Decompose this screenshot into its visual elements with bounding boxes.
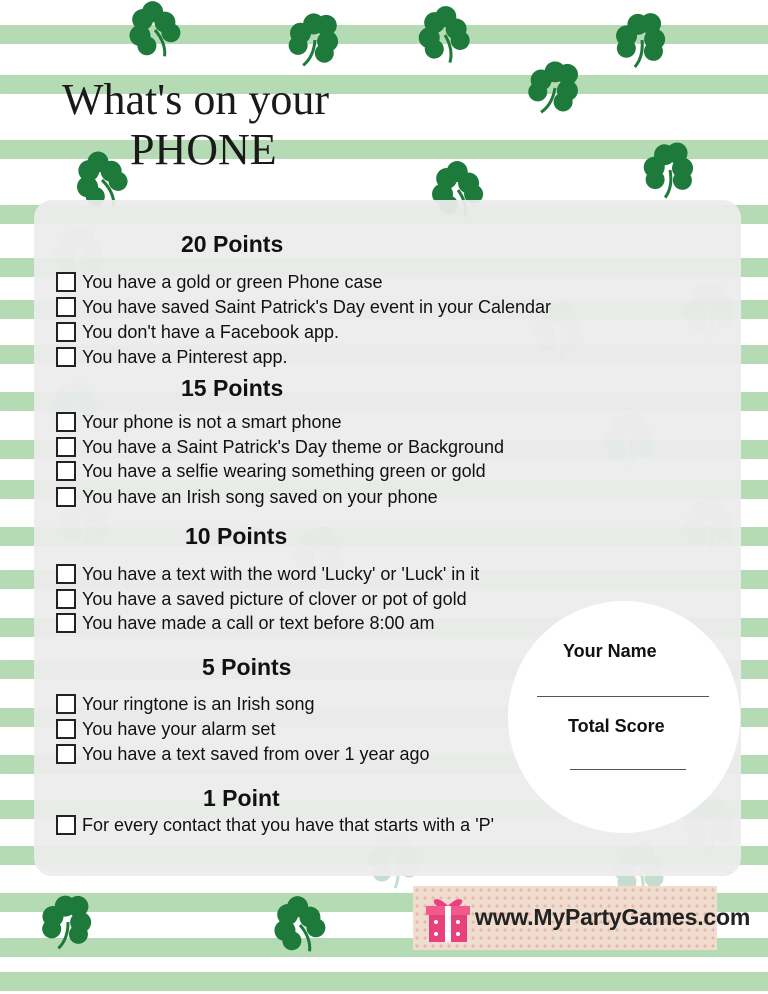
checkbox-icon[interactable] xyxy=(56,347,76,367)
checkbox-icon[interactable] xyxy=(56,613,76,633)
section-heading-1: 1 Point xyxy=(203,785,280,811)
checkbox-icon[interactable] xyxy=(56,589,76,609)
checkbox-icon[interactable] xyxy=(56,564,76,584)
checklist-item[interactable]: You have saved Saint Patrick's Day event in your Calendar xyxy=(56,295,551,319)
section-heading-15: 15 Points xyxy=(181,375,284,401)
checkbox-icon[interactable] xyxy=(56,487,76,507)
your-name-label: Your Name xyxy=(563,641,657,661)
checklist-item[interactable]: You have your alarm set xyxy=(56,717,275,741)
checkbox-icon[interactable] xyxy=(56,719,76,739)
total-score-label: Total Score xyxy=(568,716,665,736)
checklist-item[interactable]: Your ringtone is an Irish song xyxy=(56,692,314,716)
checkbox-icon[interactable] xyxy=(56,815,76,835)
checkbox-icon[interactable] xyxy=(56,744,76,764)
checkbox-icon[interactable] xyxy=(56,694,76,714)
checkbox-icon[interactable] xyxy=(56,461,76,481)
checklist-item[interactable]: Your phone is not a smart phone xyxy=(56,410,342,434)
checkbox-icon[interactable] xyxy=(56,297,76,317)
checkbox-icon[interactable] xyxy=(56,412,76,432)
checkbox-icon[interactable] xyxy=(56,437,76,457)
checklist-item[interactable]: You have an Irish song saved on your phone xyxy=(56,485,438,509)
checklist-item[interactable]: You have a text saved from over 1 year ago xyxy=(56,742,430,766)
title-line-1: What's on your xyxy=(62,75,329,124)
name-blank-line[interactable] xyxy=(537,696,709,697)
checklist-item[interactable]: You have a Pinterest app. xyxy=(56,345,288,369)
section-heading-5: 5 Points xyxy=(202,654,292,680)
stripe xyxy=(0,972,768,991)
title-line-2: PHONE xyxy=(130,125,277,174)
checklist-item[interactable]: You have a selfie wearing something green or gold xyxy=(56,459,486,483)
checklist-item[interactable]: You don't have a Facebook app. xyxy=(56,320,339,344)
site-logo-banner[interactable] xyxy=(413,886,751,950)
shamrock-icon xyxy=(635,135,705,205)
gift-box-icon xyxy=(425,892,471,944)
checklist-item[interactable]: You have a saved picture of clover or pot of gold xyxy=(56,587,467,611)
checklist-item[interactable]: You have a gold or green Phone case xyxy=(56,270,383,294)
checklist-item[interactable]: You have a Saint Patrick's Day theme or Background xyxy=(56,435,504,459)
section-heading-10: 10 Points xyxy=(185,523,288,549)
checkbox-icon[interactable] xyxy=(56,272,76,292)
checklist-item[interactable]: You have a text with the word 'Lucky' or 'Luck' in it xyxy=(56,562,479,586)
checklist-item[interactable]: You have made a call or text before 8:00 am xyxy=(56,611,435,635)
section-heading-20: 20 Points xyxy=(181,231,284,257)
site-url: www.MyPartyGames.com xyxy=(475,904,751,930)
score-blank-line[interactable] xyxy=(570,769,686,770)
page-title xyxy=(62,75,329,174)
shamrock-icon xyxy=(410,0,480,70)
checkbox-icon[interactable] xyxy=(56,322,76,342)
checklist-item[interactable]: For every contact that you have that starts with a 'P' xyxy=(56,813,494,837)
